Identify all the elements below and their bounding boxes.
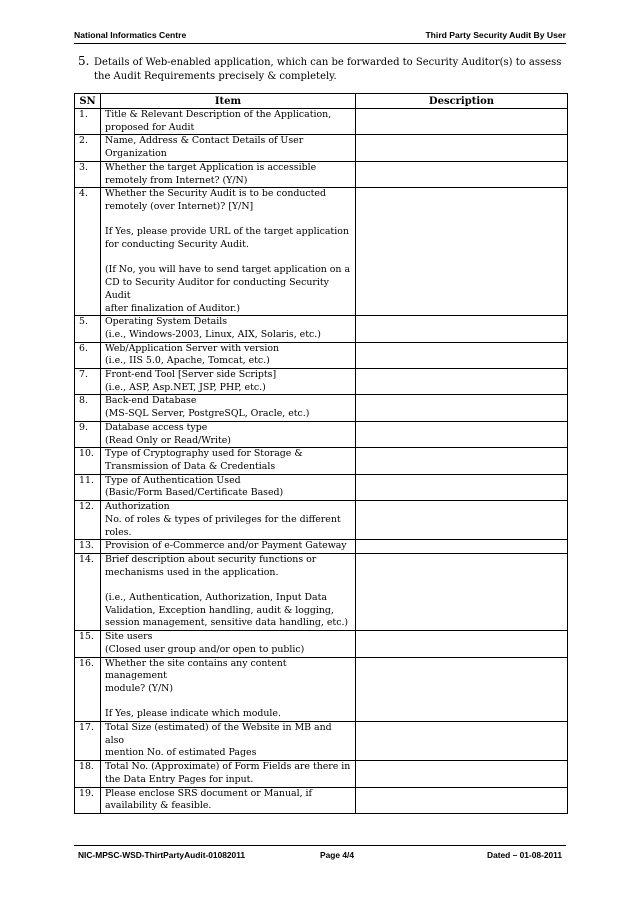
row-item: Whether the Security Audit is to be conducted remotely (over Internet)? [Y/N] If Yes, please provide URL of the target application for conducting Security Audit. (If No, you will have to send target application on a CD to Security Auditor for conducting Security Audit after finalization of Auditor.): [101, 188, 356, 316]
row-sn: 12.: [75, 501, 101, 540]
row-sn: 5.: [75, 316, 101, 342]
section-intro-text: Details of Web-enabled application, which can be forwarded to Security Auditor(s) to assess the Audit Requirements precisely & completely.: [94, 57, 562, 82]
row-description-field[interactable]: [356, 501, 568, 540]
table-row: [75, 109, 568, 135]
table-row: [75, 787, 568, 813]
table-row: [75, 501, 568, 540]
row-description-field[interactable]: [356, 316, 568, 342]
header-organization: National Informatics Centre: [74, 30, 187, 40]
row-item: Type of Cryptography used for Storage & Transmission of Data & Credentials: [101, 448, 356, 474]
row-description-field[interactable]: [356, 474, 568, 500]
row-description-field[interactable]: [356, 161, 568, 187]
row-sn: 7.: [75, 369, 101, 395]
row-item: Total Size (estimated) of the Website in MB and also mention No. of estimated Pages: [101, 722, 356, 761]
row-sn: 13.: [75, 540, 101, 554]
row-item: Title & Relevant Description of the Application, proposed for Audit: [101, 109, 356, 135]
row-sn: 8.: [75, 395, 101, 421]
row-sn: 17.: [75, 722, 101, 761]
page-footer: [74, 845, 566, 862]
row-description-field[interactable]: [356, 540, 568, 554]
row-item: Whether the site contains any content management module? (Y/N) If Yes, please indicate which module.: [101, 657, 356, 722]
table-row: [75, 553, 568, 630]
row-description-field[interactable]: [356, 188, 568, 316]
table-row: [75, 540, 568, 554]
section-number: 5.: [78, 54, 90, 68]
row-item: Authorization No. of roles & types of privileges for the different roles.: [101, 501, 356, 540]
table-row: [75, 395, 568, 421]
row-item: Please enclose SRS document or Manual, if availability & feasible.: [101, 787, 356, 813]
page-header: [74, 29, 566, 44]
row-sn: 18.: [75, 761, 101, 787]
row-sn: 16.: [75, 657, 101, 722]
row-description-field[interactable]: [356, 761, 568, 787]
row-sn: 6.: [75, 342, 101, 368]
table-row: [75, 188, 568, 316]
row-description-field[interactable]: [356, 109, 568, 135]
row-description-field[interactable]: [356, 135, 568, 161]
footer-page-number: Page 4/4: [320, 850, 354, 860]
table-row: [75, 369, 568, 395]
row-item: Whether the target Application is accessible remotely from Internet? (Y/N): [101, 161, 356, 187]
row-item: Site users (Closed user group and/or open to public): [101, 631, 356, 657]
row-item: Front-end Tool [Server side Scripts] (i.e., ASP, Asp.NET, JSP, PHP, etc.): [101, 369, 356, 395]
row-item: Provision of e-Commerce and/or Payment Gateway: [101, 540, 356, 554]
row-description-field[interactable]: [356, 369, 568, 395]
row-sn: 3.: [75, 161, 101, 187]
row-sn: 15.: [75, 631, 101, 657]
table-row: [75, 761, 568, 787]
table-header-row: [75, 94, 568, 109]
table-row: [75, 657, 568, 722]
row-item: Web/Application Server with version (i.e., IIS 5.0, Apache, Tomcat, etc.): [101, 342, 356, 368]
table-row: [75, 342, 568, 368]
row-description-field[interactable]: [356, 553, 568, 630]
row-description-field[interactable]: [356, 722, 568, 761]
header-document-title: Third Party Security Audit By User: [425, 30, 566, 40]
row-sn: 11.: [75, 474, 101, 500]
table-row: [75, 631, 568, 657]
row-sn: 9.: [75, 421, 101, 447]
row-description-field[interactable]: [356, 342, 568, 368]
section-intro: [78, 56, 572, 83]
row-sn: 10.: [75, 448, 101, 474]
row-item: Back-end Database (MS-SQL Server, PostgreSQL, Oracle, etc.): [101, 395, 356, 421]
row-sn: 1.: [75, 109, 101, 135]
row-description-field[interactable]: [356, 448, 568, 474]
table-row: [75, 135, 568, 161]
row-sn: 14.: [75, 553, 101, 630]
row-description-field[interactable]: [356, 657, 568, 722]
table-row: [75, 421, 568, 447]
table-row: [75, 448, 568, 474]
row-item: Operating System Details (i.e., Windows-2003, Linux, AIX, Solaris, etc.): [101, 316, 356, 342]
row-sn: 19.: [75, 787, 101, 813]
footer-date: Dated – 01-08-2011: [487, 850, 562, 860]
table-row: [75, 474, 568, 500]
row-sn: 4.: [75, 188, 101, 316]
row-item: Name, Address & Contact Details of User Organization: [101, 135, 356, 161]
row-description-field[interactable]: [356, 395, 568, 421]
row-item: Type of Authentication Used (Basic/Form Based/Certificate Based): [101, 474, 356, 500]
row-description-field[interactable]: [356, 631, 568, 657]
column-header-item: Item: [101, 94, 356, 109]
row-item: Brief description about security functions or mechanisms used in the application. (i.e., Authentication, Authorization, Input Data Validation, Exception handling, audit & logging, session management, sensitive data handling, etc.): [101, 553, 356, 630]
footer-document-id: NIC-MPSC-WSD-ThirtPartyAudit-01082011: [78, 850, 246, 860]
table-row: [75, 722, 568, 761]
row-description-field[interactable]: [356, 421, 568, 447]
column-header-sn: SN: [75, 94, 101, 109]
row-description-field[interactable]: [356, 787, 568, 813]
audit-details-table: [74, 93, 568, 814]
row-item: Database access type (Read Only or Read/Write): [101, 421, 356, 447]
row-sn: 2.: [75, 135, 101, 161]
table-body: [75, 109, 568, 814]
table-row: [75, 316, 568, 342]
table-row: [75, 161, 568, 187]
row-item: Total No. (Approximate) of Form Fields are there in the Data Entry Pages for input.: [101, 761, 356, 787]
column-header-description: Description: [356, 94, 568, 109]
